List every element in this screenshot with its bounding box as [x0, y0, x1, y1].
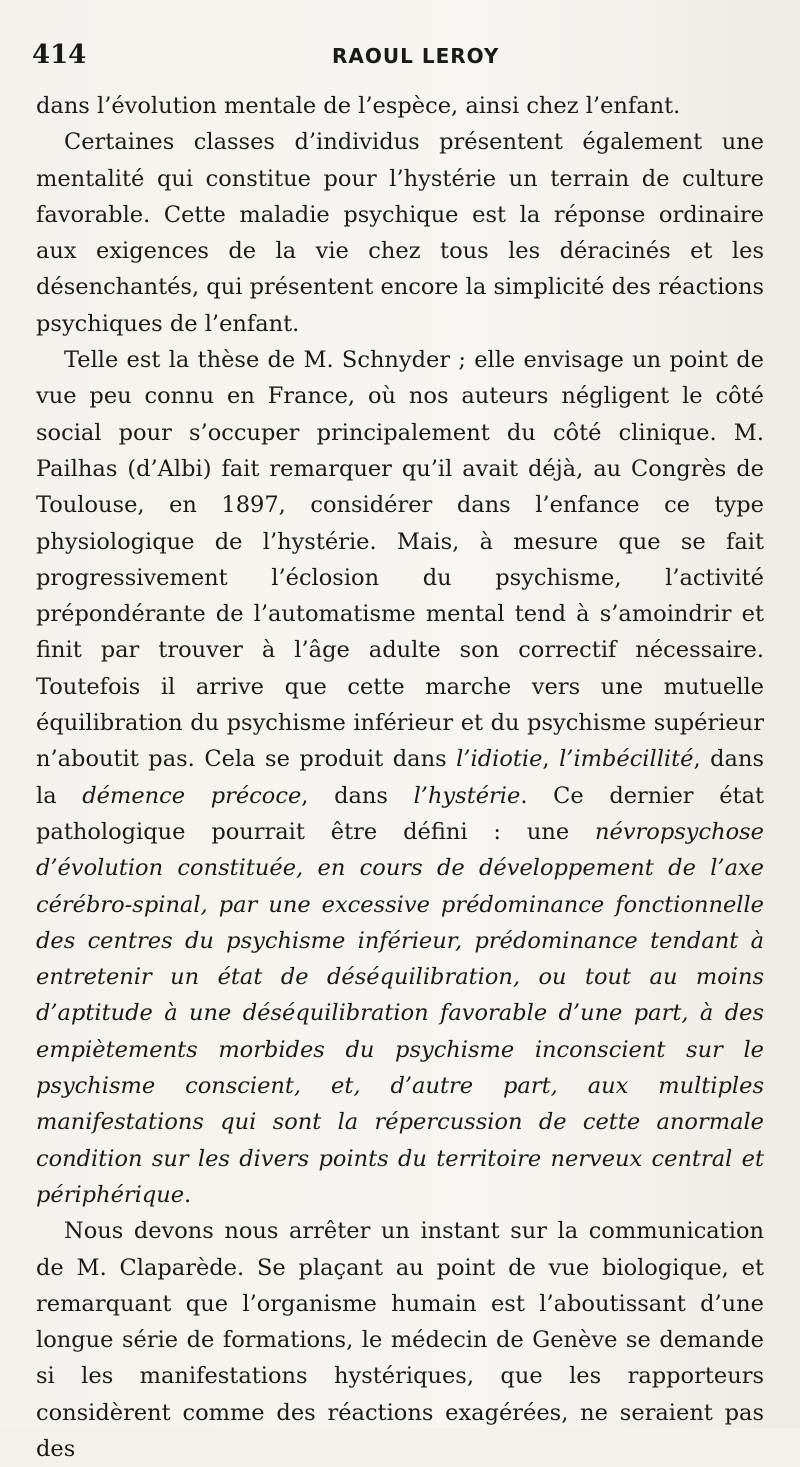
text-run: ,: [542, 746, 560, 773]
paragraph-continuation: [36, 88, 764, 124]
running-head: RAOUL LEROY: [332, 44, 500, 68]
italic-run: l’idiotie: [456, 746, 543, 773]
page-number: 414: [32, 40, 87, 70]
text-run: .: [184, 1181, 192, 1208]
paragraph: [36, 124, 764, 342]
text-run: , dans: [301, 782, 414, 809]
paragraph: [36, 342, 764, 1213]
page-header: [32, 40, 760, 80]
body-text: [36, 88, 764, 1467]
italic-run: l’hystérie: [413, 782, 521, 809]
italic-definition: névropsychose d’évolution constituée, en cours de développement de l’axe cérébro-spinal, par une excessive prédominance fonctionnelle des centres du psychisme inférieur, prédominance tendant à entretenir un état de déséquilibration, ou tout au moins d’aptitude à une déséquilibration favorable d’une part, à des empiètements morbides du psychisme inconscient sur le psychisme conscient, et, d’autre part, aux multiples manifestations qui sont la répercussion de cette anormale condition sur les divers points du territoire nerveux central et périphérique: [36, 818, 764, 1208]
text-run: Nous devons nous arrêter un instant sur la communication de M. Claparède. Se plaçant au point de vue biologique, et remarquant que l’organisme humain est l’aboutissant d’une longue série de formations, le médecin de Genève se demande si les manifestations hystériques, que les rapporteurs considèrent comme des réactions exagérées, ne seraient pas des: [36, 1218, 764, 1462]
text-run: , dans la: [36, 746, 764, 809]
italic-run: l’imbécillité: [559, 746, 694, 773]
italic-run: démence précoce: [82, 782, 302, 809]
text-run: . Ce dernier état pathologique pourrait être défini : une: [36, 782, 765, 845]
paragraph: [36, 1213, 764, 1467]
text-run: dans l’évolution mentale de l’espèce, ainsi chez l’enfant.: [36, 93, 681, 119]
text-run: Certaines classes d’individus présentent également une mentalité qui constitue pour l’hystérie un terrain de culture favorable. Cette maladie psychique est la réponse ordinaire aux exigences de la vie chez tous les déracinés et les désenchantés, qui présentent encore la simplicité des réactions psychiques de l’enfant.: [36, 129, 764, 337]
text-run: Telle est la thèse de M. Schnyder ; elle envisage un point de vue peu connu en France, où nos auteurs négligent le côté social pour s’occuper principalement du côté clinique. M. Pailhas (d’Albi) fait remarquer qu’il avait déjà, au Congrès de Toulouse, en 1897, considérer dans l’enfance ce type physiologique de l’hystérie. Mais, à mesure que se fait progressivement l’éclosion du psychisme, l’activité prépondérante de l’automatisme mental tend à s’amoindrir et finit par trouver à l’âge adulte son correctif nécessaire. Toutefois il arrive que cette marche vers une mutuelle équilibration du psychisme inférieur et du psychisme supérieur n’aboutit pas. Cela se produit dans: [36, 347, 764, 773]
